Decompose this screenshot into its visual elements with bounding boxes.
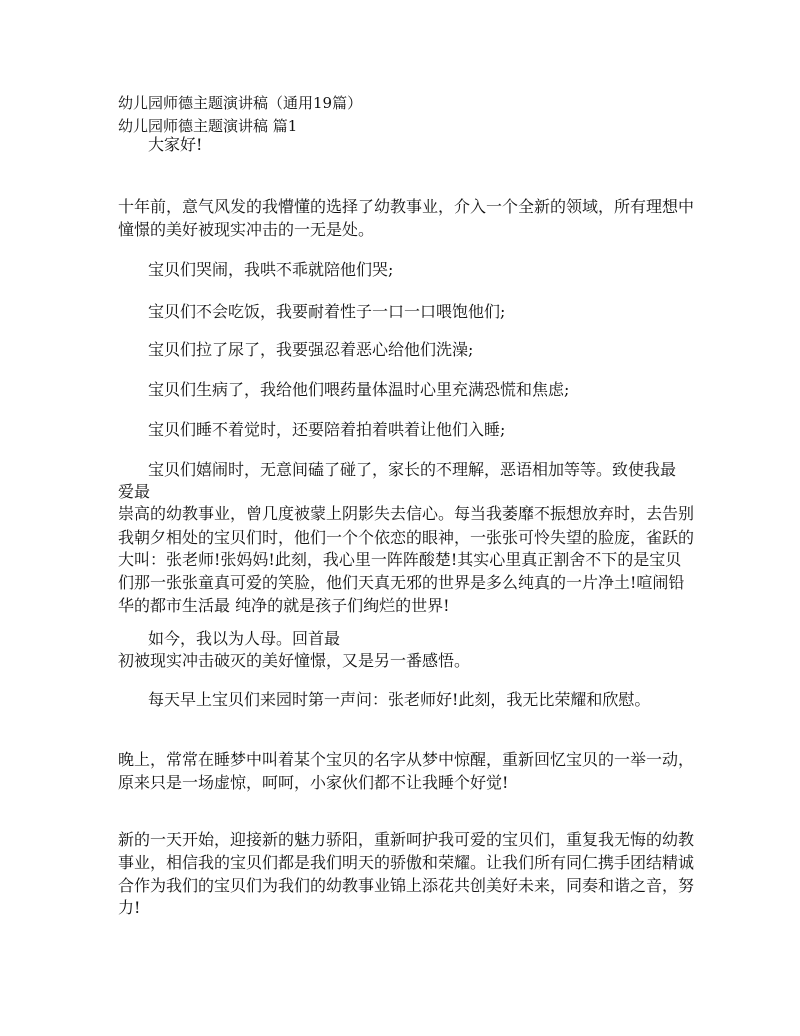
paragraph-line: 宝贝们哭闹，我哄不乖就陪他们哭;: [148, 260, 394, 279]
paragraph-line: 宝贝们睡不着觉时，还要陪着拍着哄着让他们入睡;: [148, 420, 506, 439]
paragraph-line: 宝贝们拉了尿了，我要强忍着恶心给他们洗澡;: [148, 340, 474, 359]
paragraph-line: 事业，相信我的宝贝们都是我们明天的骄傲和荣耀。让我们所有同仁携手团结精诚: [118, 853, 695, 872]
paragraph-line: 如今，我以为人母。回首最: [148, 629, 341, 648]
paragraph-line: 憧憬的美好被现实冲击的一无是处。: [118, 220, 375, 239]
paragraph-line: 每天早上宝贝们来园时第一声问：张老师好!此刻，我无比荣耀和欣慰。: [148, 690, 651, 709]
paragraph-line: 初被现实冲击破灭的美好憧憬，又是另一番感悟。: [118, 651, 471, 670]
paragraph-line: 们那一张张童真可爱的笑脸，他们天真无邪的世界是多么纯真的一片净土!喧闹铅: [118, 573, 685, 592]
paragraph-line: 力!: [118, 898, 141, 917]
paragraph-line: 崇高的幼教事业，曾几度被蒙上阴影失去信心。每当我萎靡不振想放弃时，去告别: [118, 504, 695, 523]
document-title: 幼儿园师德主题演讲稿（通用19篇）: [118, 94, 363, 112]
document-subtitle: 幼儿园师德主题演讲稿 篇1: [118, 117, 298, 135]
paragraph-line: 合作为我们的宝贝们为我们的幼教事业锦上添花共创美好未来，同奏和谐之音，努: [118, 876, 695, 895]
paragraph-line: 大叫：张老师!张妈妈!此刻，我心里一阵阵酸楚!其实心里真正割舍不下的是宝贝: [118, 550, 682, 569]
paragraph-line: 宝贝们不会吃饭，我要耐着性子一口一口喂饱他们;: [148, 302, 506, 321]
paragraph-line: 华的都市生活最 纯净的就是孩子们绚烂的世界!: [118, 596, 450, 615]
greeting: 大家好!: [148, 135, 203, 154]
paragraph-line: 晚上，常常在睡梦中叫着某个宝贝的名字从梦中惊醒，重新回忆宝贝的一举一动，: [118, 750, 695, 769]
paragraph-line: 我朝夕相处的宝贝们时，他们一个个依恋的眼神，一张张可怜失望的脸庞，雀跃的: [118, 528, 695, 547]
paragraph-line: 原来只是一场虚惊，呵呵，小家伙们都不让我睡个好觉!: [118, 773, 509, 792]
paragraph-line: 爱最: [118, 482, 151, 501]
paragraph-line: 十年前，意气风发的我懵懂的选择了幼教事业，介入一个全新的领域，所有理想中: [118, 197, 695, 216]
paragraph-line: 新的一天开始，迎接新的魅力骄阳，重新呵护我可爱的宝贝们，重复我无悔的幼教: [118, 830, 695, 849]
paragraph-line: 宝贝们嬉闹时，无意间磕了碰了，家长的不理解，恶语相加等等。致使我最: [148, 460, 677, 479]
paragraph-line: 宝贝们生病了，我给他们喂药量体温时心里充满恐慌和焦虑;: [148, 380, 570, 399]
